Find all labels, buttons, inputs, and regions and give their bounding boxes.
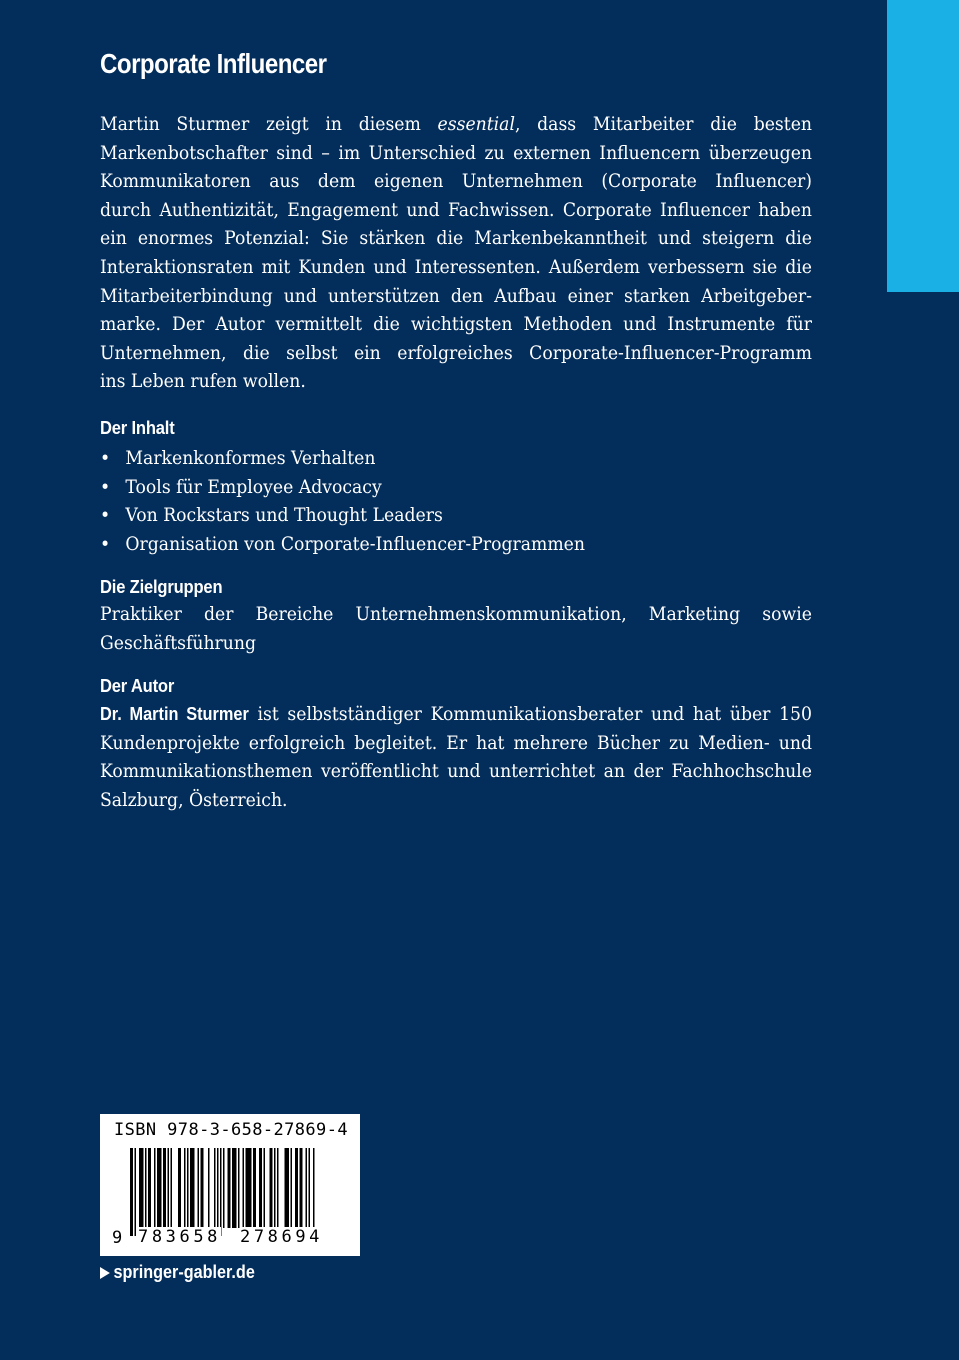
blurb-line: Mitarbeiterbindung und unterstützen den Aufbau einer starken Arbeitgeber- bbox=[100, 284, 812, 307]
barcode-bar bbox=[277, 1148, 279, 1228]
website-text: springer-gabler.de bbox=[113, 1262, 255, 1282]
barcode-bar bbox=[295, 1148, 298, 1228]
barcode-bar bbox=[246, 1148, 252, 1228]
barcode-bar bbox=[228, 1148, 231, 1228]
bullet-icon: • bbox=[100, 532, 111, 555]
blurb-line: ein enormes Potenzial: Sie stärken die Markenbekanntheit und steigern die bbox=[100, 227, 812, 250]
barcode-bar bbox=[306, 1148, 308, 1228]
author-heading: Der Autor bbox=[100, 676, 175, 696]
list-item bbox=[100, 473, 585, 502]
blurb-line: ins Leben rufen wollen. bbox=[100, 370, 306, 393]
list-item-text: Organisation von Corporate-Influencer-Programmen bbox=[125, 532, 585, 555]
list-item-text: Tools für Employee Advocacy bbox=[125, 475, 382, 498]
barcode-bar bbox=[291, 1148, 293, 1228]
barcode-bar bbox=[243, 1148, 245, 1228]
essential-term: essential bbox=[437, 113, 515, 135]
list-item bbox=[100, 444, 585, 473]
barcode-bar bbox=[214, 1148, 216, 1228]
barcode-bar bbox=[184, 1148, 186, 1228]
contents-list bbox=[100, 444, 585, 558]
contents-heading: Der Inhalt bbox=[100, 418, 175, 438]
author-bio-line: Kommunikationsthemen veröffentlicht und unterrichtet an der Fachhochschule bbox=[100, 760, 812, 783]
barcode-bar bbox=[157, 1148, 162, 1228]
barcode-bar bbox=[313, 1148, 315, 1228]
barcode-bar bbox=[190, 1148, 195, 1228]
barcode-bar bbox=[309, 1148, 311, 1228]
barcode-bar bbox=[253, 1148, 256, 1228]
author-bio-line bbox=[100, 700, 812, 729]
blurb-line: Markenbotschafter sind – im Unterschied zu externen Influencern überzeugen bbox=[100, 141, 812, 164]
arrow-right-icon bbox=[100, 1267, 110, 1279]
barcode-bar bbox=[259, 1148, 262, 1228]
list-item-text: Markenkonformes Verhalten bbox=[125, 447, 376, 469]
barcode-bar bbox=[168, 1148, 170, 1228]
ean-digits-left: 783658 bbox=[138, 1227, 222, 1247]
blurb-text: Martin Sturmer zeigt in diesem bbox=[100, 113, 438, 135]
barcode-bar bbox=[171, 1148, 173, 1228]
target-groups-line: Geschäftsführung bbox=[100, 631, 257, 654]
barcode-bar bbox=[208, 1148, 210, 1228]
author-bio-line: Salzburg, Österreich. bbox=[100, 788, 288, 811]
barcode-bar bbox=[274, 1148, 276, 1228]
barcode-bar bbox=[201, 1148, 204, 1228]
barcode-bar bbox=[139, 1148, 144, 1228]
barcode-bar bbox=[163, 1148, 166, 1228]
barcode-bar bbox=[178, 1148, 181, 1228]
list-item bbox=[100, 530, 585, 559]
author-bio-line: Kundenprojekte erfolgreich begleitet. Er hat mehrere Bücher zu Medien- und bbox=[100, 731, 812, 754]
barcode-bar bbox=[154, 1148, 156, 1228]
barcode-bar bbox=[220, 1148, 222, 1236]
blurb-line bbox=[100, 110, 812, 139]
blurb-line: durch Authentizität, Engagement und Fachwissen. Corporate Influencer haben bbox=[100, 198, 812, 221]
book-title: Corporate Influencer bbox=[100, 48, 327, 79]
target-groups-text bbox=[100, 600, 812, 657]
author-name: Dr. Martin Sturmer bbox=[100, 704, 249, 724]
blurb-line: Unternehmen, die selbst ein erfolgreiches Corporate-Influencer-Programm bbox=[100, 341, 812, 364]
barcode-bar bbox=[135, 1148, 137, 1236]
list-item-text: Von Rockstars und Thought Leaders bbox=[125, 504, 443, 527]
website-link[interactable] bbox=[100, 1262, 255, 1283]
barcode-bar bbox=[300, 1148, 303, 1228]
barcode-bar bbox=[285, 1148, 290, 1228]
barcode-bar bbox=[232, 1148, 237, 1228]
target-groups-heading: Die Zielgruppen bbox=[100, 577, 223, 597]
blurb-line: Kommunikatoren aus dem eigenen Unternehmen (Corporate Influencer) bbox=[100, 170, 812, 193]
barcode-bar bbox=[264, 1148, 266, 1228]
blurb-line: Interaktionsraten mit Kunden und Interessenten. Außerdem verbessern sie die bbox=[100, 255, 812, 278]
barcode-bar bbox=[130, 1148, 133, 1236]
barcode-bar bbox=[187, 1148, 189, 1228]
bullet-icon: • bbox=[100, 447, 111, 469]
barcode-bar bbox=[270, 1148, 273, 1228]
isbn-barcode bbox=[100, 1114, 360, 1256]
isbn-number: ISBN 978-3-658-27869-4 bbox=[114, 1120, 348, 1140]
bullet-icon: • bbox=[100, 475, 111, 498]
barcode-bar bbox=[238, 1148, 240, 1228]
blurb-paragraph bbox=[100, 110, 812, 396]
author-bio-text: ist selbstständiger Kommunikationsberater und hat über 150 bbox=[248, 703, 812, 725]
accent-tab bbox=[887, 0, 959, 292]
ean-digit-first: 9 bbox=[112, 1228, 123, 1248]
barcode-bar bbox=[148, 1148, 151, 1228]
barcode-bar bbox=[223, 1148, 225, 1228]
blurb-text: , dass Mitarbeiter die besten bbox=[514, 113, 813, 135]
bullet-icon: • bbox=[100, 504, 111, 527]
list-item bbox=[100, 501, 585, 530]
blurb-line: marke. Der Autor vermittelt die wichtigsten Methoden und Instrumente für bbox=[100, 313, 812, 336]
ean-digits-right: 278694 bbox=[240, 1227, 324, 1247]
barcode-bar bbox=[217, 1148, 219, 1236]
author-bio bbox=[100, 700, 812, 814]
barcode-bar bbox=[198, 1148, 200, 1228]
target-groups-line: Praktiker der Bereiche Unternehmenskommunikation, Marketing sowie bbox=[100, 603, 812, 625]
barcode-bar bbox=[145, 1148, 147, 1228]
